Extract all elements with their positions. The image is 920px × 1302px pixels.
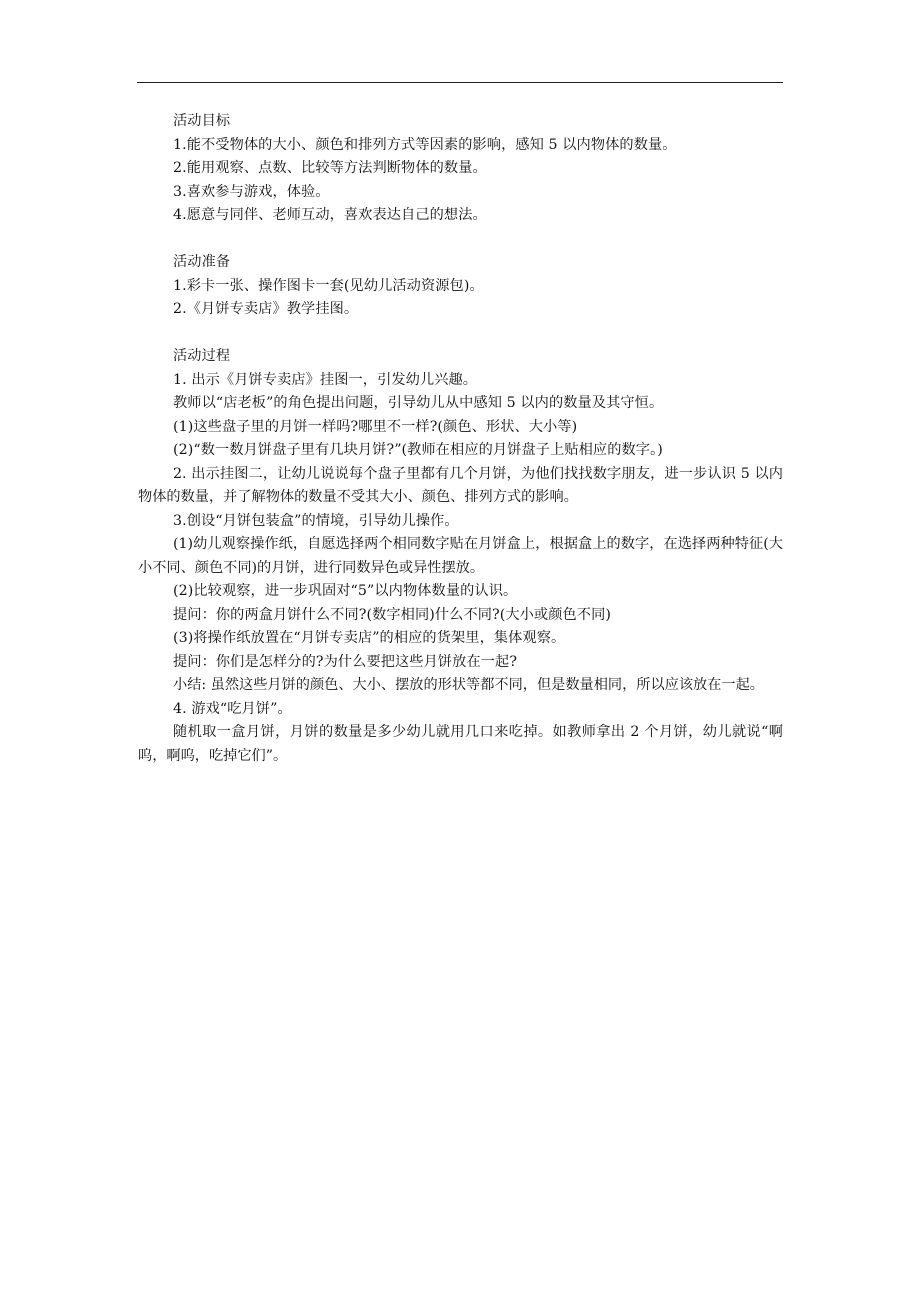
goal-item: 4.愿意与同伴、老师互动，喜欢表达自己的想法。 [173, 207, 487, 223]
goal-item: 3.喜欢参与游戏，体验。 [173, 183, 330, 200]
process-line: (3)将操作纸放置在“月饼专卖店”的相应的货架里，集体观察。 [173, 630, 566, 646]
process-paragraph: 随机取一盒月饼，月饼的数量是多少幼儿就用几口来吃掉。如教师拿出 2 个月饼，幼儿就说“啊呜，啊呜，吃掉它们”。 [138, 724, 783, 764]
preparation-item: 2.《月饼专卖店》教学挂图。 [173, 301, 359, 317]
process-line: 提问：你们是怎样分的?为什么要把这些月饼放在一起? [173, 653, 518, 670]
goal-item: 2.能用观察、点数、比较等方法判断物体的数量。 [173, 160, 487, 176]
process-paragraph: (1)幼儿观察操作纸，自愿选择两个相同数字贴在月饼盒上，根据盒上的数字，在选择两种特征(大小不同、颜色不同)的月饼，进行同数异色或异性摆放。 [138, 536, 783, 576]
process-line: 1. 出示《月饼专卖店》挂图一，引发幼儿兴趣。 [173, 371, 478, 388]
section-heading-goals: 活动目标 [173, 113, 231, 129]
process-line: 3.创设“月饼包装盒”的情境，引导幼儿操作。 [173, 512, 459, 529]
process-line: (2)比较观察，进一步巩固对“5”以内物体数量的认识。 [173, 583, 518, 599]
process-line: (2)“数一数月饼盘子里有几块月饼?”(教师在相应的月饼盘子上贴相应的数字。) [173, 442, 663, 458]
process-paragraph: 2. 出示挂图二，让幼儿说说每个盘子里都有几个月饼，为他们找找数字朋友，进一步认识 5 以内物体的数量，并了解物体的数量不受其大小、颜色、排列方式的影响。 [138, 465, 783, 505]
process-paragraph: 小结: 虽然这些月饼的颜色、大小、摆放的形状等都不同，但是数量相同，所以应该放在一起。 [173, 677, 764, 693]
preparation-item: 1.彩卡一张、操作图卡一套(见幼儿活动资源包)。 [173, 277, 484, 294]
process-line: 教师以“店老板”的角色提出问题，引导幼儿从中感知 5 以内的数量及其守恒。 [173, 395, 664, 411]
section-preparation [138, 251, 783, 322]
process-line: (1)这些盘子里的月饼一样吗?哪里不一样?(颜色、形状、大小等) [173, 418, 578, 435]
section-goals [138, 110, 783, 228]
spacer [138, 228, 783, 252]
header-rule [137, 82, 783, 83]
section-process [138, 345, 783, 768]
section-heading-preparation: 活动准备 [173, 254, 231, 270]
section-heading-process: 活动过程 [173, 348, 231, 364]
process-line: 4. 游戏“吃月饼”。 [173, 700, 292, 717]
goal-item: 1.能不受物体的大小、颜色和排列方式等因素的影响，感知 5 以内物体的数量。 [173, 136, 677, 153]
document-body [138, 110, 783, 768]
process-line: 提问：你的两盒月饼什么不同?(数字相同)什么不同?(大小或颜色不同) [173, 606, 612, 623]
spacer [138, 322, 783, 346]
